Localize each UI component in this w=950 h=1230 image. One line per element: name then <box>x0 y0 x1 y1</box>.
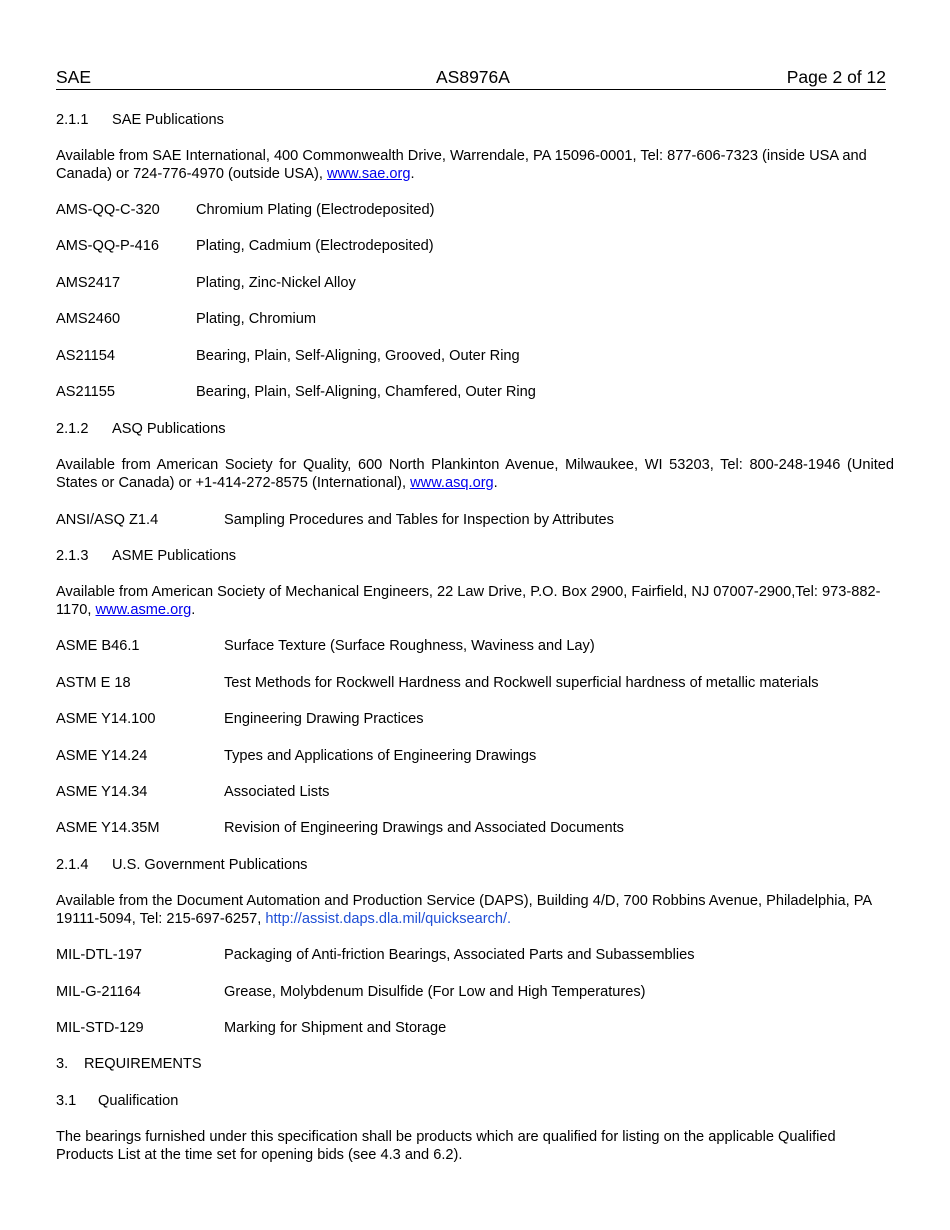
reference-row: ASME Y14.24 Types and Applications of Engineering Drawings <box>56 748 537 764</box>
reference-row: ASME Y14.100 Engineering Drawing Practices <box>56 711 424 727</box>
section-heading-2-1-1: 2.1.1 SAE Publications <box>56 112 224 128</box>
qualification-paragraph: The bearings furnished under this specification shall be products which are qualified for listing on the applicable Qualified Products List at the time set for opening bids (see 4.3 and 6.2). <box>56 1129 836 1163</box>
document-page <box>56 0 894 1230</box>
reference-row: AMS-QQ-P-416 Plating, Cadmium (Electrodeposited) <box>56 238 434 254</box>
sae-website-link[interactable]: www.sae.org <box>326 166 411 182</box>
reference-row: AMS-QQ-C-320 Chromium Plating (Electrodeposited) <box>56 202 435 218</box>
section-heading-3-1: 3.1 Qualification <box>56 1093 179 1109</box>
asme-website-link[interactable]: www.asme.org <box>95 602 192 618</box>
asq-website-link[interactable]: www.asq.org <box>410 475 494 491</box>
section-heading-2-1-3: 2.1.3 ASME Publications <box>56 548 237 564</box>
reference-row: AS21155 Bearing, Plain, Self-Aligning, Chamfered, Outer Ring <box>56 384 536 400</box>
section-heading-2-1-4: 2.1.4 U.S. Government Publications <box>56 857 308 873</box>
reference-row: ASME B46.1 Surface Texture (Surface Roughness, Waviness and Lay) <box>56 638 595 654</box>
assist-quicksearch-link[interactable]: http://assist.daps.dla.mil/quicksearch/. <box>265 911 512 927</box>
reference-row: ANSI/ASQ Z1.4 Sampling Procedures and Tables for Inspection by Attributes <box>56 512 614 528</box>
reference-row: ASME Y14.34 Associated Lists <box>56 784 330 800</box>
availability-paragraph-sae: Available from SAE International, 400 Commonwealth Drive, Warrendale, PA 15096-0001, Tel: 877-606-7323 (inside USA and Canada) or 724-776-4970 (outside USA), www.sae.org. <box>56 148 867 182</box>
section-heading-3: 3. REQUIREMENTS <box>56 1056 202 1072</box>
reference-row: AS21154 Bearing, Plain, Self-Aligning, Grooved, Outer Ring <box>56 348 520 364</box>
availability-paragraph-asme: Available from American Society of Mechanical Engineers, 22 Law Drive, P.O. Box 2900, Fairfield, NJ 07007-2900,Tel: 973-882-1170, www.asme.org. <box>56 584 881 618</box>
reference-row: AMS2460 Plating, Chromium <box>56 311 317 327</box>
header-page-number: Page 2 of 12 <box>786 67 886 87</box>
reference-row: MIL-G-21164 Grease, Molybdenum Disulfide (For Low and High Temperatures) <box>56 984 646 1000</box>
availability-paragraph-daps: Available from the Document Automation and Production Service (DAPS), Building 4/D, 700 Robbins Avenue, Philadelphia, PA 19111-5094, Tel: 215-697-6257, http://assist.daps.dla.mil/quicksearch/. <box>56 893 872 927</box>
header-doc-number: AS8976A <box>436 67 510 87</box>
reference-row: AMS2417 Plating, Zinc-Nickel Alloy <box>56 275 356 291</box>
page-header <box>56 67 886 90</box>
reference-row: ASTM E 18 Test Methods for Rockwell Hardness and Rockwell superficial hardness of metallic materials <box>56 675 819 691</box>
reference-row: MIL-DTL-197 Packaging of Anti-friction Bearings, Associated Parts and Subassemblies <box>56 947 695 963</box>
header-org: SAE <box>56 67 92 87</box>
section-heading-2-1-2: 2.1.2 ASQ Publications <box>56 421 226 437</box>
reference-row: MIL-STD-129 Marking for Shipment and Storage <box>56 1020 447 1036</box>
reference-row: ASME Y14.35M Revision of Engineering Drawings and Associated Documents <box>56 820 624 836</box>
availability-paragraph-asq: Available from American Society for Quality, 600 North Plankinton Avenue, Milwaukee, WI 53203, Tel: 800-248-1946 (United States or Canada) or +1-414-272-8575 (International), www.asq.org. <box>56 457 894 491</box>
